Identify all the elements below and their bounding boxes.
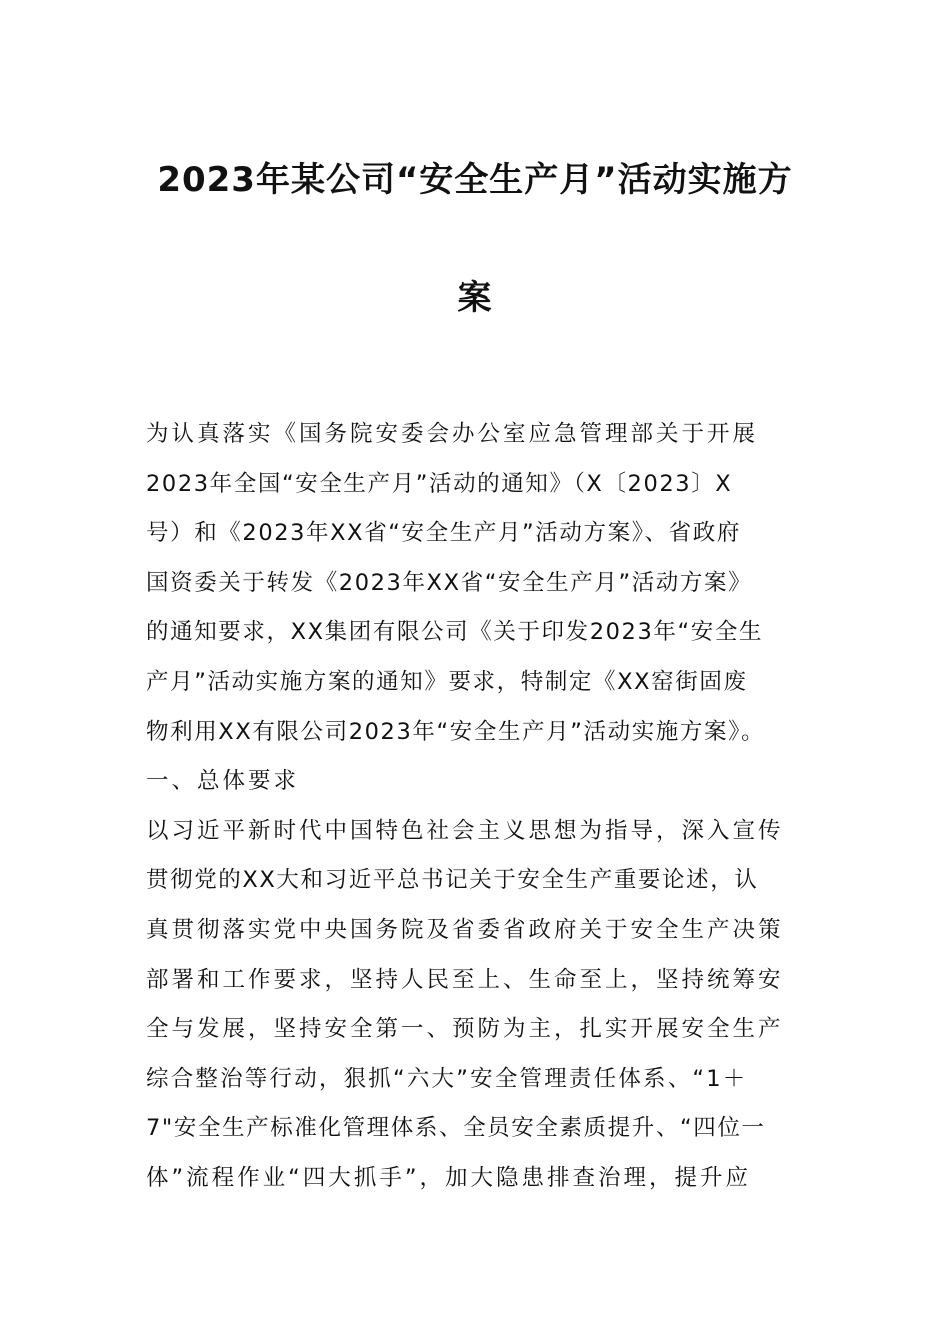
body-line: 全与发展，坚持安全第一、预防为主，扎实开展安全生产 [146, 1016, 784, 1043]
body-line: 物利用XX有限公司2023年“安全生产月”活动实施方案》。 [146, 718, 766, 745]
body-line: 综合整治等行动，狠抓“六大”安全管理责任体系、“1＋ [146, 1065, 748, 1092]
section-heading: 一、总体要求 [146, 768, 300, 795]
body-line: 真贯彻落实党中央国务院及省委省政府关于安全生产决策 [146, 916, 784, 943]
body-line: 2023年全国“安全生产月”活动的通知》（X〔2023〕X [146, 470, 733, 497]
body-line: 号）和《2023年XX省“安全生产月”活动方案》、省政府 [146, 520, 741, 547]
body-line: 产月”活动实施方案的通知》要求，特制定《XX窑街固废 [146, 668, 748, 695]
body-line: 体”流程作业“四大抓手”，加大隐患排查治理，提升应 [146, 1164, 751, 1191]
body-line: 部署和工作要求，坚持人民至上、生命至上，坚持统筹安 [146, 966, 784, 993]
body-line: 7"安全生产标准化管理体系、全员安全素质提升、“四位一 [146, 1115, 766, 1142]
document-title-line-1: 2023年某公司“安全生产月”活动实施方 [157, 160, 793, 200]
body-line: 以习近平新时代中国特色社会主义思想为指导，深入宣传 [146, 817, 784, 844]
body-line: 为认真落实《国务院安委会办公室应急管理部关于开展 [146, 421, 759, 447]
body-line: 的通知要求，XX集团有限公司《关于印发2023年“安全生 [146, 619, 764, 646]
document-title-line-2: 案 [457, 278, 493, 318]
document-body [146, 410, 826, 1204]
body-line: 贯彻党的XX大和习近平总书记关于安全生产重要论述，认 [146, 867, 759, 894]
body-line: 国资委关于转发《2023年XX省“安全生产月”活动方案》 [146, 569, 753, 596]
